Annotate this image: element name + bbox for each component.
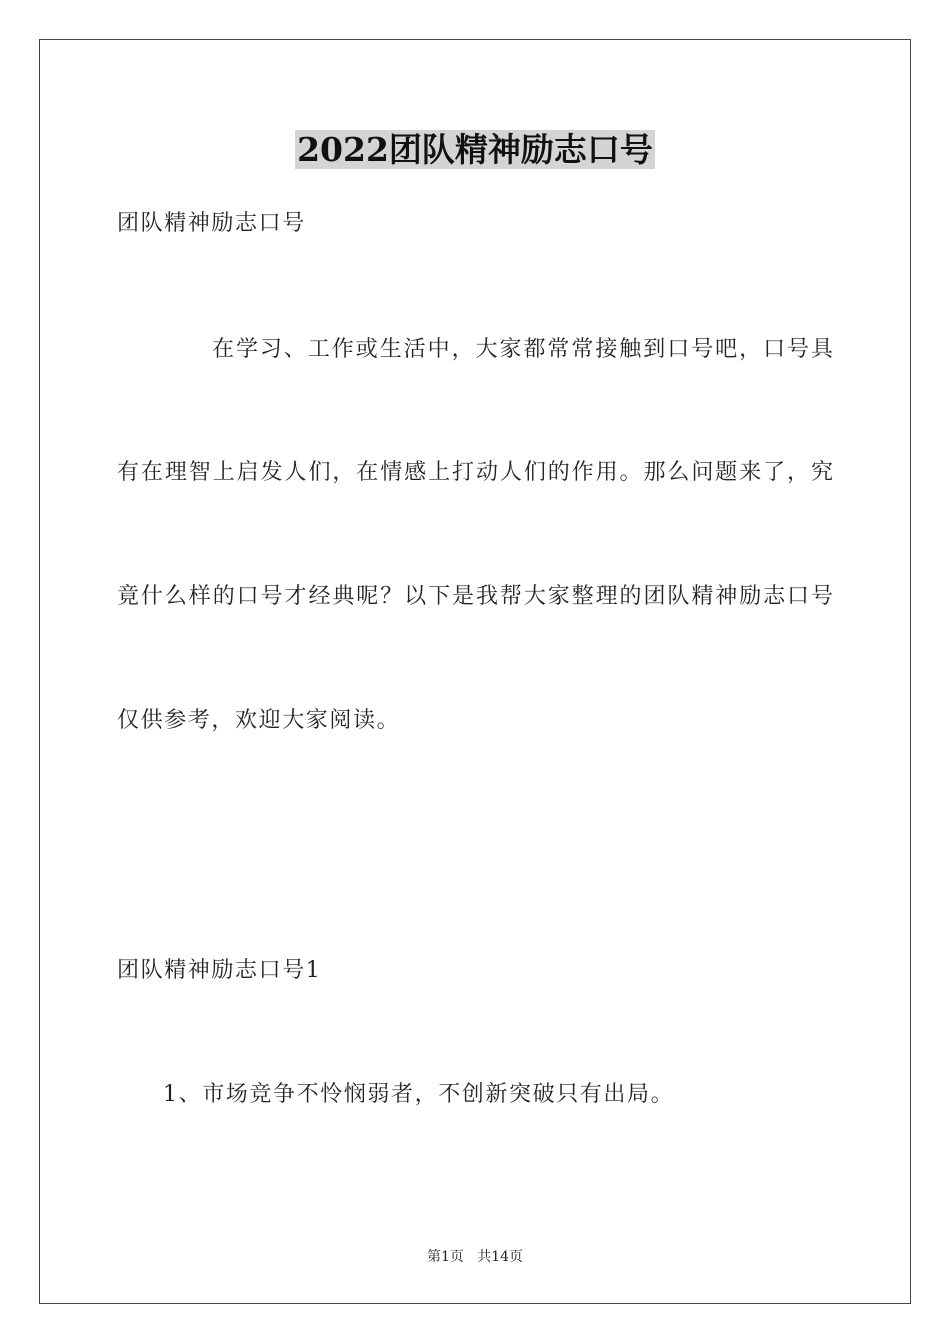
intro-line-3: 竟什么样的口号才经典呢？以下是我帮大家整理的团队精神励志口号	[117, 584, 833, 609]
slogan-item-1: 1、市场竞争不怜悯弱者，不创新突破只有出局。	[163, 1082, 675, 1107]
document-title	[0, 127, 950, 173]
intro-line-2: 有在理智上启发人们，在情感上打动人们的作用。那么问题来了，究	[117, 460, 833, 485]
page-footer: 第1页 共14页	[426, 1249, 524, 1265]
document-title-text: 2022团队精神励志口号	[297, 130, 653, 169]
section-heading: 团队精神励志口号1	[117, 958, 322, 983]
intro-line-4: 仅供参考，欢迎大家阅读。	[117, 708, 401, 733]
intro-line-1: 在学习、工作或生活中，大家都常常接触到口号吧，口号具	[212, 337, 833, 362]
document-subtitle: 团队精神励志口号	[117, 211, 306, 236]
